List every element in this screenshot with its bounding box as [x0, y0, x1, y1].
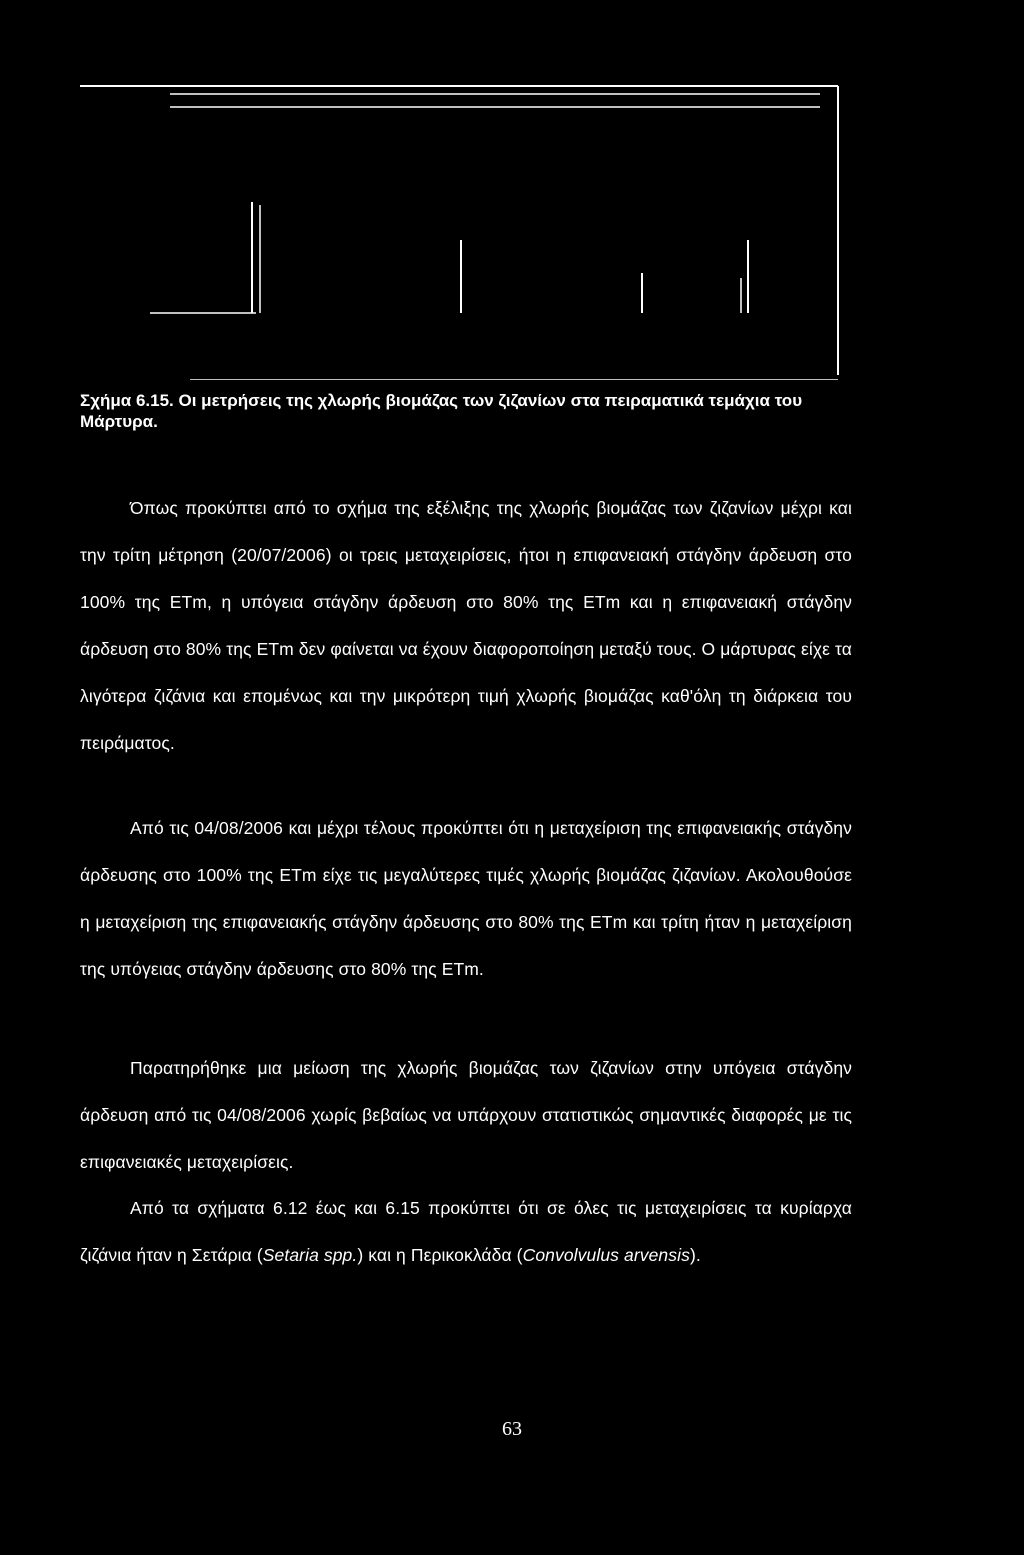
figure-caption-label: Σχήμα 6.15.: [80, 391, 174, 410]
convolvulus-name: Convolvulus arvensis: [522, 1245, 690, 1265]
paragraph-4-part2: ) και η Περικοκλάδα (: [357, 1245, 523, 1265]
figure-chart-area: [80, 80, 850, 380]
paragraph-4-text: [80, 1185, 852, 1279]
figure-caption-text: Οι μετρήσεις της χλωρής βιομάζας των ζιζανίων στα πειραματικά τεμάχια του Μάρτυρα.: [80, 391, 803, 431]
paragraph-4-part3: ).: [689, 1245, 701, 1265]
paragraph-1-text: Όπως προκύπτει από το σχήμα της εξέλιξης της χλωρής βιομάζας των ζιζανίων μέχρι και την τρίτη μέτρηση (20/07/2006) οι τρεις μεταχειρίσεις, ήτοι η επιφανειακή στάγδην άρδευση στο 100% της ETm, η υπόγεια στάγδην άρδευση στο 80% της ETm και η επιφανειακή στάγδην άρδευση στο 80% της ETm δεν φαίνεται να έχουν διαφοροποίηση μεταξύ τους. Ο μάρτυρας είχε τα λιγότερα ζιζάνια και επομένως και την μικρότερη τιμή χλωρής βιομάζας καθ'όλη τη διάρκεια του πειράματος.: [80, 498, 852, 753]
figure-chart-graphic: [80, 80, 850, 380]
paragraph-1: [80, 485, 852, 767]
paragraph-2: [80, 805, 852, 993]
paragraph-4-part1: Από τα σχήματα 6.12 έως και 6.15 προκύπτει ότι σε όλες τις μεταχειρίσεις τα κυρίαρχα ζιζάνια ήταν η Σετάρια (: [80, 1198, 852, 1265]
paragraph-3: [80, 1045, 852, 1186]
paragraph-3-text: Παρατηρήθηκε μια μείωση της χλωρής βιομάζας των ζιζανίων στην υπόγεια στάγδην άρδευση από τις 04/08/2006 χωρίς βεβαίως να υπάρχουν στατιστικώς σημαντικές διαφορές με τις επιφανειακές μεταχειρίσεις.: [80, 1058, 852, 1172]
figure-caption: [80, 390, 870, 432]
setaria-name: Setaria spp.: [262, 1245, 358, 1265]
page-number: 63: [502, 1418, 522, 1440]
paragraph-2-text: Από τις 04/08/2006 και μέχρι τέλους προκύπτει ότι η μεταχείριση της επιφανειακής στάγδην άρδευσης στο 100% της ETm είχε τις μεγαλύτερες τιμές χλωρής βιομάζας ζιζανίων. Ακολουθούσε η μεταχείριση της επιφανειακής στάγδην άρδευσης στο 80% της ETm και τρίτη ήταν η μεταχείριση της υπόγειας στάγδην άρδευσης στο 80% της ETm.: [80, 818, 852, 979]
paragraph-4: [80, 1185, 852, 1279]
